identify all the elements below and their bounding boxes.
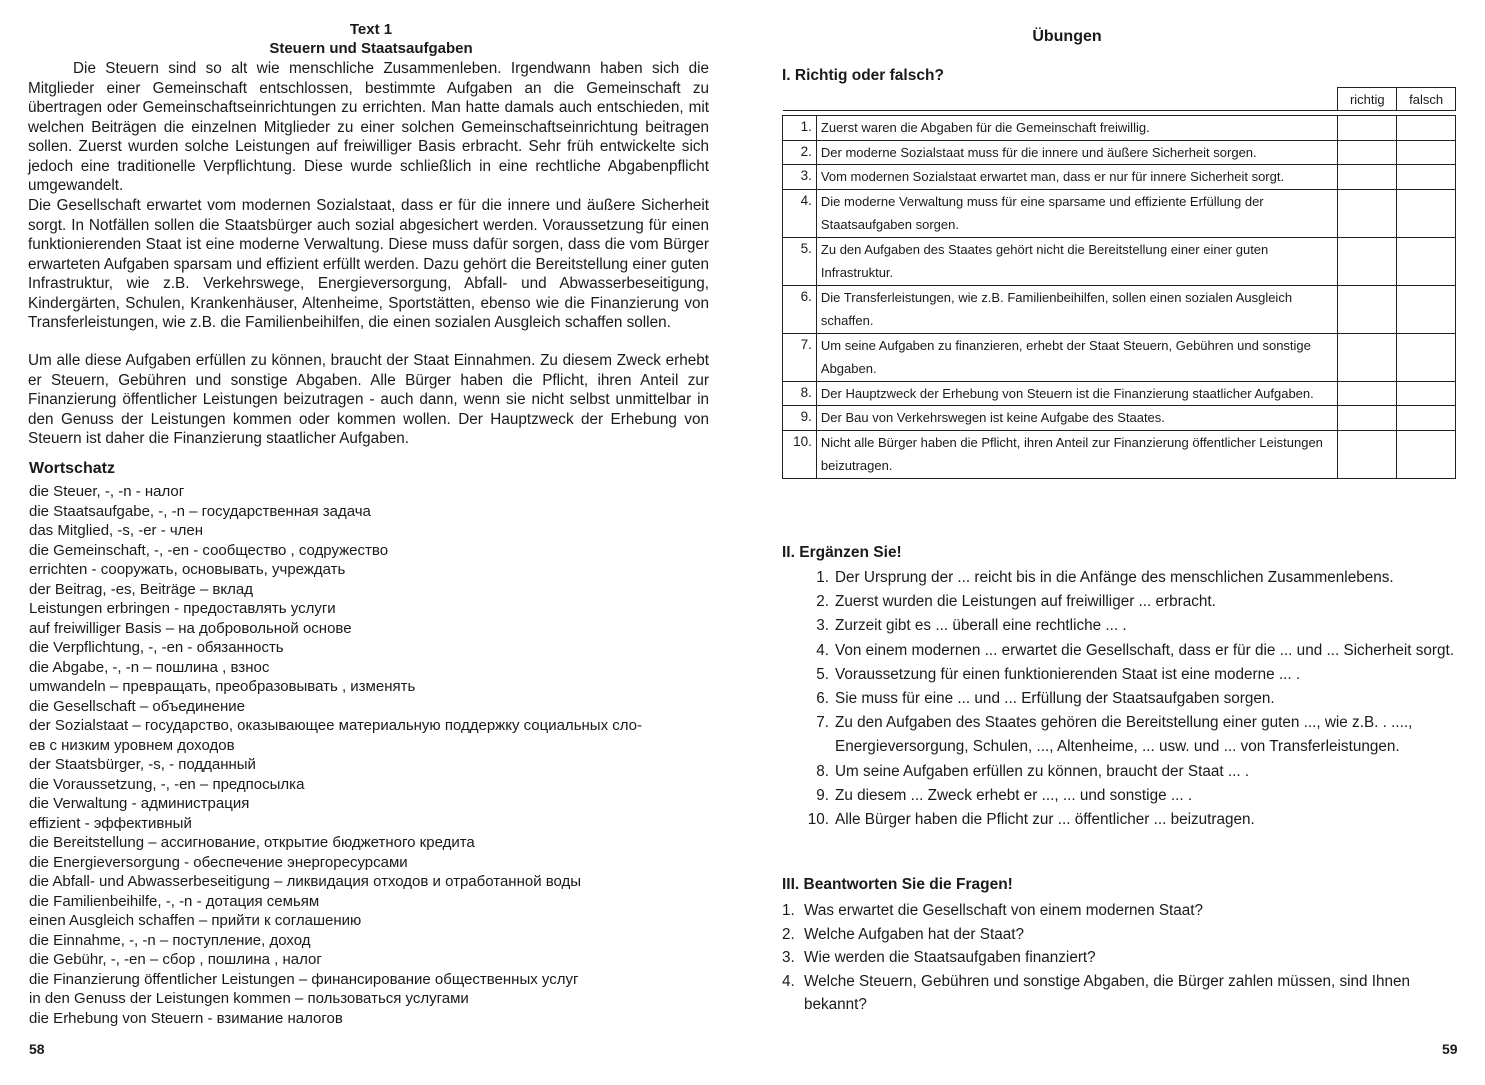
statement-text: Nicht alle Bürger haben die Pflicht, ihren Anteil zur Finanzierung öffentlicher Leistungen beizutragen.	[816, 430, 1337, 478]
item-number: 7.	[816, 714, 829, 732]
falsch-answer-cell[interactable]	[1397, 189, 1456, 237]
fill-in-item	[802, 711, 1462, 759]
item-text: Sie muss für eine ... und ... Erfüllung der Staatsaufgaben sorgen.	[835, 690, 1275, 708]
fill-in-item	[802, 590, 1462, 614]
item-text: Zuerst wurden die Leistungen auf freiwilliger ... erbracht.	[835, 593, 1216, 611]
text-title: Steuern und Staatsaufgaben	[269, 40, 473, 57]
section-true-false-title: I. Richtig oder falsch?	[782, 67, 944, 84]
question-item	[782, 946, 1422, 970]
statement-number: 5.	[783, 237, 817, 285]
item-number: 5.	[816, 665, 829, 683]
richtig-answer-cell[interactable]	[1338, 237, 1397, 285]
section-fill-in-title: II. Ergänzen Sie!	[782, 544, 902, 561]
vocab-entry: der Beitrag, -es, Beiträge – вклад	[29, 580, 253, 598]
item-text: Alle Bürger haben die Pflicht zur ... öffentlicher ... beizutragen.	[835, 811, 1255, 829]
richtig-answer-cell[interactable]	[1338, 430, 1397, 478]
vocab-entry: einen Ausgleich schaffen – прийти к соглашению	[29, 912, 362, 929]
statement-row	[783, 165, 1456, 190]
richtig-answer-cell[interactable]	[1338, 406, 1397, 431]
vocab-entry: errichten - сооружать, основывать, учреждать	[29, 561, 346, 578]
statement-number: 7.	[783, 333, 817, 381]
vocab-entry: die Finanzierung öffentlicher Leistungen – финансирование общественных услуг	[29, 970, 579, 988]
vocab-entry: die Verwaltung - администрация	[29, 795, 250, 812]
item-number: 8.	[816, 762, 829, 780]
page-number: 58	[29, 1041, 45, 1057]
statement-text: Der moderne Sozialstaat muss für die innere und äußere Sicherheit sorgen.	[816, 140, 1337, 165]
vocab-entry: die Gebühr, -, -en – сбор , пошлина , налог	[29, 951, 322, 968]
vocab-entry: die Energieversorgung - обеспечение энергоресурсами	[29, 853, 408, 871]
text-heading: Text 1	[349, 21, 393, 38]
fill-in-item	[802, 784, 1462, 808]
paragraph-3: Um alle diese Aufgaben erfüllen zu können, braucht der Staat Einnahmen. Zu diesem Zweck erhebt er Steuern, Gebühren und sonstige Abgaben. Alle Bürger haben die Pflicht, ihren Anteil zur Finanzierung öffentlicher Leistungen beizutragen - auch dann, wenn sie nicht selbst unmittelbar in den Genuss der Leistungen kommen oder kommen wollen. Der Hauptzweck der Erhebung von Steuern ist daher die Finanzierung staatlicher Aufgaben.	[28, 352, 709, 447]
vocab-entry: in den Genuss der Leistungen kommen – пользоваться услугами	[29, 990, 469, 1007]
item-number: 9.	[816, 786, 829, 804]
item-text: Von einem modernen ... erwartet die Gesellschaft, dass er für die ... und ... Sicherheit sorgt.	[835, 641, 1454, 659]
item-text: Zu den Aufgaben des Staates gehören die Bereitstellung einer guten ..., wie z.B. . ...., Energieversorgung, Schulen, ..., Altenheime, ... usw. und ... von Transferleistungen.	[835, 714, 1413, 756]
statement-row	[783, 430, 1456, 478]
fill-in-item	[802, 614, 1462, 638]
statement-text: Zuerst waren die Abgaben für die Gemeinschaft freiwillig.	[816, 116, 1337, 141]
richtig-answer-cell[interactable]	[1338, 140, 1397, 165]
falsch-answer-cell[interactable]	[1397, 140, 1456, 165]
falsch-answer-cell[interactable]	[1397, 381, 1456, 406]
fill-in-item	[802, 687, 1462, 711]
fill-in-item	[802, 760, 1462, 784]
statement-text: Vom modernen Sozialstaat erwartet man, dass er nur für innere Sicherheit sorgt.	[816, 165, 1337, 190]
statement-row	[783, 285, 1456, 333]
statement-number: 9.	[783, 406, 817, 431]
statement-row	[783, 140, 1456, 165]
statement-text: Der Bau von Verkehrswegen ist keine Aufgabe des Staates.	[816, 406, 1337, 431]
statement-row	[783, 116, 1456, 141]
falsch-answer-cell[interactable]	[1397, 285, 1456, 333]
statement-text: Um seine Aufgaben zu finanzieren, erhebt der Staat Steuern, Gebühren und sonstige Abgaben.	[816, 333, 1337, 381]
statement-row	[783, 381, 1456, 406]
item-number: 6.	[816, 690, 829, 708]
vocab-entry: die Abgabe, -, -n – пошлина , взнос	[29, 658, 270, 676]
vocab-entry: auf freiwilliger Basis – на добровольной основе	[29, 619, 352, 637]
paragraph-2: Die Gesellschaft erwartet vom modernen Sozialstaat, dass er für die innere und äußere Sicherheit sorgt. In Notfällen sollen die Staatsbürger auch sozial abgesichert werden. Voraussetzung für einen funktionierenden Staat ist eine moderne Verwaltung. Diese muss dafür sorgen, dass die vom Bürger erwarteten Aufgaben sparsam und effizient erfüllt werden. Dazu gehört die Bereitstellung einer guten Infrastruktur, wie z.B. Verkehrswege, Energieversorgung, Abfall- und Abwasserbeseitigung, Kindergärten, Schulen, Krankenhäuser, Altenheime, Sportstätten, ebenso wie die Finanzierung von Transferleistungen, wie z.B. die Familienbeihilfen, die einen sozialen Ausgleich schaffen sollen.	[28, 197, 709, 331]
vocab-entry: Leistungen erbringen - предоставлять услуги	[29, 600, 336, 617]
left-page	[0, 0, 742, 1085]
statement-text: Der Hauptzweck der Erhebung von Steuern ist die Finanzierung staatlicher Aufgaben.	[816, 381, 1337, 406]
page-number: 59	[1442, 1041, 1458, 1057]
item-text: Voraussetzung für einen funktionierenden Staat ist eine moderne ... .	[835, 665, 1301, 683]
vocab-entry: die Gesellschaft – объединение	[29, 697, 245, 715]
vocab-entry: die Erhebung von Steuern - взимание налогов	[29, 1009, 343, 1027]
vocabulary-list	[29, 482, 719, 1028]
vocab-entry: ев с низким уровнем доходов	[29, 736, 235, 754]
vocab-entry: der Sozialstaat – государство, оказывающее материальную поддержку социальных сло-	[29, 717, 642, 734]
column-falsch: falsch	[1397, 88, 1456, 111]
richtig-answer-cell[interactable]	[1338, 333, 1397, 381]
statement-row	[783, 406, 1456, 431]
fill-in-item	[802, 663, 1462, 687]
vocab-entry: die Einnahme, -, -n – поступление, доход	[29, 931, 311, 949]
richtig-answer-cell[interactable]	[1338, 285, 1397, 333]
paragraph-1: Die Steuern sind so alt wie menschliche Zusammenleben. Irgendwann haben sich die Mitglieder einer Gemeinschaft entschlossen, bestimmte Aufgaben an die Gemeinschaft zu übertragen oder Gemeinschaftseinrichtungen zu errichten. Man hatte damals auch entschieden, mit welchen Beiträgen die einzelnen Mitglieder zu einer solchen Gemeinschaftseinrichtung beitragen sollen. Zuerst wurden solche Leistungen auf freiwilliger Basis erbracht. Sehr früh entwickelte sich jedoch eine traditionelle Verpflichtung. Diese wurde schließlich in eine rechtliche Abgabenpflicht umgewandelt.	[28, 60, 709, 194]
item-number: 4.	[782, 972, 795, 990]
item-text: Wie werden die Staatsaufgaben finanziert?	[804, 949, 1096, 966]
falsch-answer-cell[interactable]	[1397, 116, 1456, 141]
item-number: 4.	[816, 641, 829, 659]
column-richtig: richtig	[1338, 88, 1397, 111]
item-number: 3.	[782, 949, 795, 966]
statement-row	[783, 189, 1456, 237]
true-false-table	[782, 87, 1456, 479]
statement-text: Zu den Aufgaben des Staates gehört nicht die Bereitstellung einer einer guten Infrastruktur.	[816, 237, 1337, 285]
vocab-entry: die Voraussetzung, -, -en – предпосылка	[29, 775, 305, 793]
falsch-answer-cell[interactable]	[1397, 237, 1456, 285]
fill-in-item	[802, 808, 1462, 832]
section-questions-title: III. Beantworten Sie die Fragen!	[782, 876, 1013, 893]
statement-text: Die moderne Verwaltung muss für eine sparsame und effiziente Erfüllung der Staatsaufgaben sorgen.	[816, 189, 1337, 237]
item-text: Der Ursprung der ... reicht bis in die Anfänge des menschlichen Zusammenlebens.	[835, 569, 1394, 586]
vocab-entry: das Mitglied, -s, -er - член	[29, 522, 204, 539]
vocab-entry: der Staatsbürger, -s, - подданный	[29, 756, 256, 773]
statement-text: Die Transferleistungen, wie z.B. Familienbeihilfen, sollen einen sozialen Ausgleich schaffen.	[816, 285, 1337, 333]
question-item	[782, 923, 1422, 947]
falsch-answer-cell[interactable]	[1397, 165, 1456, 190]
item-number: 1.	[816, 569, 829, 586]
falsch-answer-cell[interactable]	[1397, 406, 1456, 431]
vocab-entry: die Familienbeihilfe, -, -n - дотация семьям	[29, 892, 320, 910]
item-number: 2.	[782, 925, 795, 943]
item-text: Zurzeit gibt es ... überall eine rechtliche ... .	[835, 617, 1127, 635]
vocab-entry: umwandeln – превращать, преобразовывать , изменять	[29, 678, 416, 695]
item-number: 2.	[816, 593, 829, 611]
item-text: Welche Aufgaben hat der Staat?	[804, 925, 1024, 943]
fill-in-item	[802, 639, 1462, 663]
fill-in-list	[802, 566, 1462, 832]
statement-number: 8.	[783, 381, 817, 406]
statement-number: 10.	[783, 430, 817, 478]
fill-in-item	[802, 566, 1462, 590]
vocab-entry: die Steuer, -, -n - налог	[29, 483, 185, 500]
richtig-answer-cell[interactable]	[1338, 381, 1397, 406]
vocab-entry: die Gemeinschaft, -, -en - сообщество , содружество	[29, 541, 389, 559]
vocabulary-heading: Wortschatz	[29, 460, 115, 477]
vocab-entry: die Bereitstellung – ассигнование, открытие бюджетного кредита	[29, 834, 475, 851]
richtig-answer-cell[interactable]	[1338, 165, 1397, 190]
statement-number: 4.	[783, 189, 817, 237]
statement-number: 3.	[783, 165, 817, 190]
falsch-answer-cell[interactable]	[1397, 333, 1456, 381]
vocab-entry: effizient - эффективный	[29, 814, 192, 832]
item-number: 1.	[782, 902, 795, 919]
item-number: 10.	[807, 811, 829, 829]
item-text: Um seine Aufgaben erfüllen zu können, braucht der Staat ... .	[835, 762, 1250, 780]
vocab-entry: die Staatsaufgabe, -, -n – государственная задача	[29, 502, 371, 520]
vocab-entry: die Abfall- und Abwasserbeseitigung – ликвидация отходов и отработанной воды	[29, 873, 582, 890]
statement-row	[783, 237, 1456, 285]
question-item	[782, 899, 1422, 923]
right-page	[742, 0, 1485, 1085]
richtig-answer-cell[interactable]	[1338, 116, 1397, 141]
item-number: 3.	[816, 617, 829, 635]
statement-number: 6.	[783, 285, 817, 333]
item-text: Was erwartet die Gesellschaft von einem modernen Staat?	[804, 902, 1204, 919]
questions-list	[782, 899, 1422, 1017]
richtig-answer-cell[interactable]	[1338, 189, 1397, 237]
statement-row	[783, 333, 1456, 381]
question-item	[782, 970, 1422, 1017]
exercises-heading: Übungen	[1032, 28, 1102, 45]
statement-number: 2.	[783, 140, 817, 165]
statement-number: 1.	[783, 116, 817, 141]
vocab-entry: die Verpflichtung, -, -en - обязанность	[29, 639, 284, 656]
falsch-answer-cell[interactable]	[1397, 430, 1456, 478]
item-text: Welche Steuern, Gebühren und sonstige Abgaben, die Bürger zahlen müssen, sind Ihnen bekannt?	[804, 972, 1411, 1013]
item-text: Zu diesem ... Zweck erhebt er ..., ... und sonstige ... .	[835, 786, 1193, 804]
